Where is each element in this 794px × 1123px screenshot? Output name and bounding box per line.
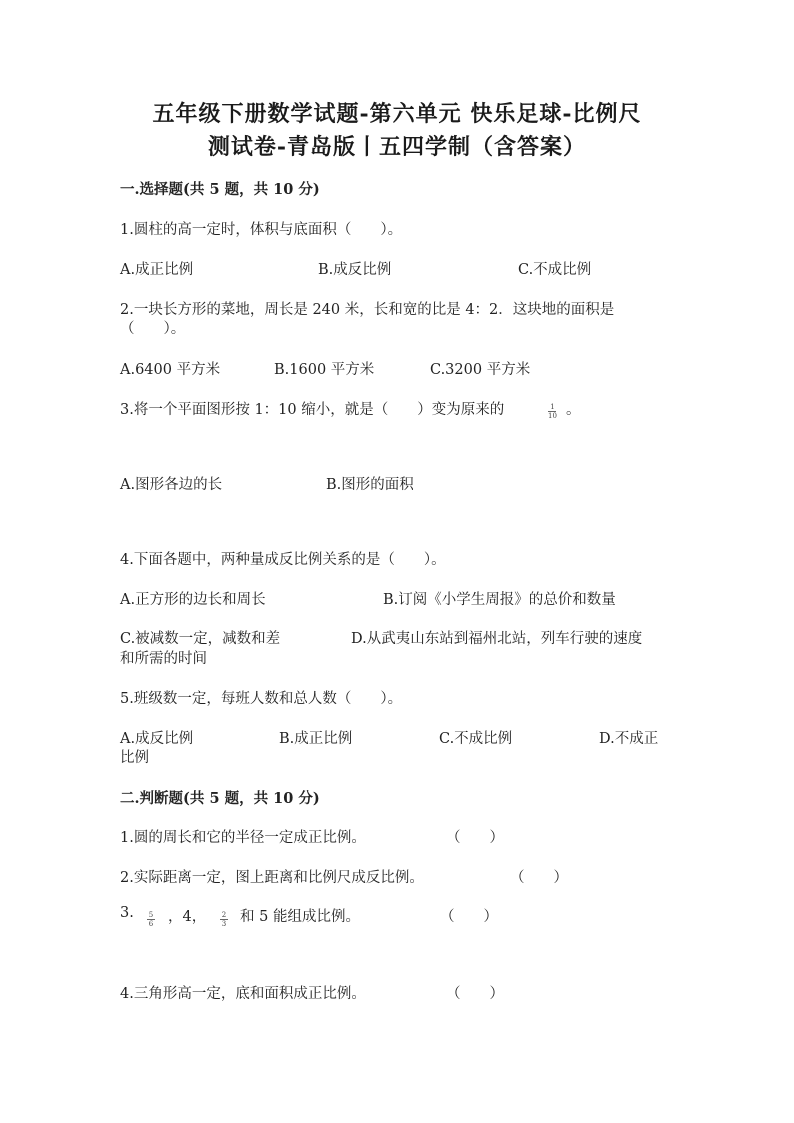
s2-q1-text: 1.圆的周长和它的半径一定成正比例。 xyxy=(120,830,366,846)
fraction-denominator: 6 xyxy=(148,920,154,928)
fraction-denominator: 10 xyxy=(548,412,557,420)
s1-q5-option-b: B.成正比例 xyxy=(279,731,353,747)
s1-q4-option-c: C.被减数一定，减数和差 xyxy=(120,631,281,647)
fraction-numerator: 2 xyxy=(221,911,227,919)
s2-q2-answer-paren: （ ） xyxy=(510,870,568,886)
s1-q3-option-a: A.图形各边的长 xyxy=(120,477,223,493)
s1-q1-option-a: A.成正比例 xyxy=(120,262,194,278)
s2-q4-text: 4.三角形高一定，底和面积成正比例。 xyxy=(120,986,366,1002)
s1-q2-option-a: A.6400 平方米 xyxy=(120,362,221,378)
s2-q1-answer-paren: （ ） xyxy=(446,830,504,846)
s1-q5-option-d-cont: 比例 xyxy=(120,750,149,766)
s2-q3-end: 和 5 能组成比例。 xyxy=(240,909,360,925)
s1-q2-option-c: C.3200 平方米 xyxy=(430,362,531,378)
s1-q5-option-d: D.不成正 xyxy=(599,731,659,747)
s2-q4-answer-paren: （ ） xyxy=(446,986,504,1002)
page-title-line1: 五年级下册数学试题-第六单元 快乐足球-比例尺 xyxy=(152,101,642,127)
s1-q4-option-d: D.从武夷山东站到福州北站，列车行驶的速度 xyxy=(351,631,643,647)
s2-q3-start: 3. xyxy=(120,905,134,921)
fraction-numerator: 5 xyxy=(148,911,154,919)
s1-q5-text: 5.班级数一定，每班人数和总人数（ ）。 xyxy=(120,691,403,707)
section1-heading: 一.选择题(共 5 题，共 10 分) xyxy=(120,181,320,198)
s1-q4-option-d-cont: 和所需的时间 xyxy=(120,651,207,667)
s1-q5-option-a: A.成反比例 xyxy=(120,731,194,747)
s2-q2-text: 2.实际距离一定，图上距离和比例尺成反比例。 xyxy=(120,870,424,886)
s1-q2-option-b: B.1600 平方米 xyxy=(274,362,375,378)
s2-q3-fraction-2 xyxy=(220,911,228,928)
s1-q1-text: 1.圆柱的高一定时，体积与底面积（ ）。 xyxy=(120,222,403,238)
s1-q1-option-c: C.不成比例 xyxy=(518,262,592,278)
s1-q5-option-c: C.不成比例 xyxy=(439,731,513,747)
s1-q3-fraction xyxy=(548,403,557,420)
s1-q4-option-b: B.订阅《小学生周报》的总价和数量 xyxy=(383,592,616,608)
s1-q3-text-end: 。 xyxy=(566,402,581,418)
s1-q3-option-b: B.图形的面积 xyxy=(326,477,414,493)
s2-q3-middle: ，4， xyxy=(168,909,207,925)
s2-q3-answer-paren: （ ） xyxy=(440,909,498,925)
s1-q1-option-b: B.成反比例 xyxy=(318,262,392,278)
s2-q3-fraction-1 xyxy=(147,911,155,928)
section2-heading: 二.判断题(共 5 题，共 10 分) xyxy=(120,790,320,807)
s1-q2-text-line1: 2.一块长方形的菜地，周长是 240 米，长和宽的比是 4：2．这块地的面积是 xyxy=(120,302,615,318)
fraction-numerator: 1 xyxy=(550,403,555,411)
page-title-line2: 测试卷-青岛版丨五四学制（含答案） xyxy=(207,134,587,160)
s1-q4-option-a: A.正方形的边长和周长 xyxy=(120,592,266,608)
s1-q3-text: 3.将一个平面图形按 1：10 缩小，就是（ ）变为原来的 xyxy=(120,402,505,418)
fraction-denominator: 3 xyxy=(221,920,227,928)
s1-q4-text: 4.下面各题中，两种量成反比例关系的是（ ）。 xyxy=(120,552,446,568)
s1-q2-text-line2: （ ）。 xyxy=(120,321,186,337)
